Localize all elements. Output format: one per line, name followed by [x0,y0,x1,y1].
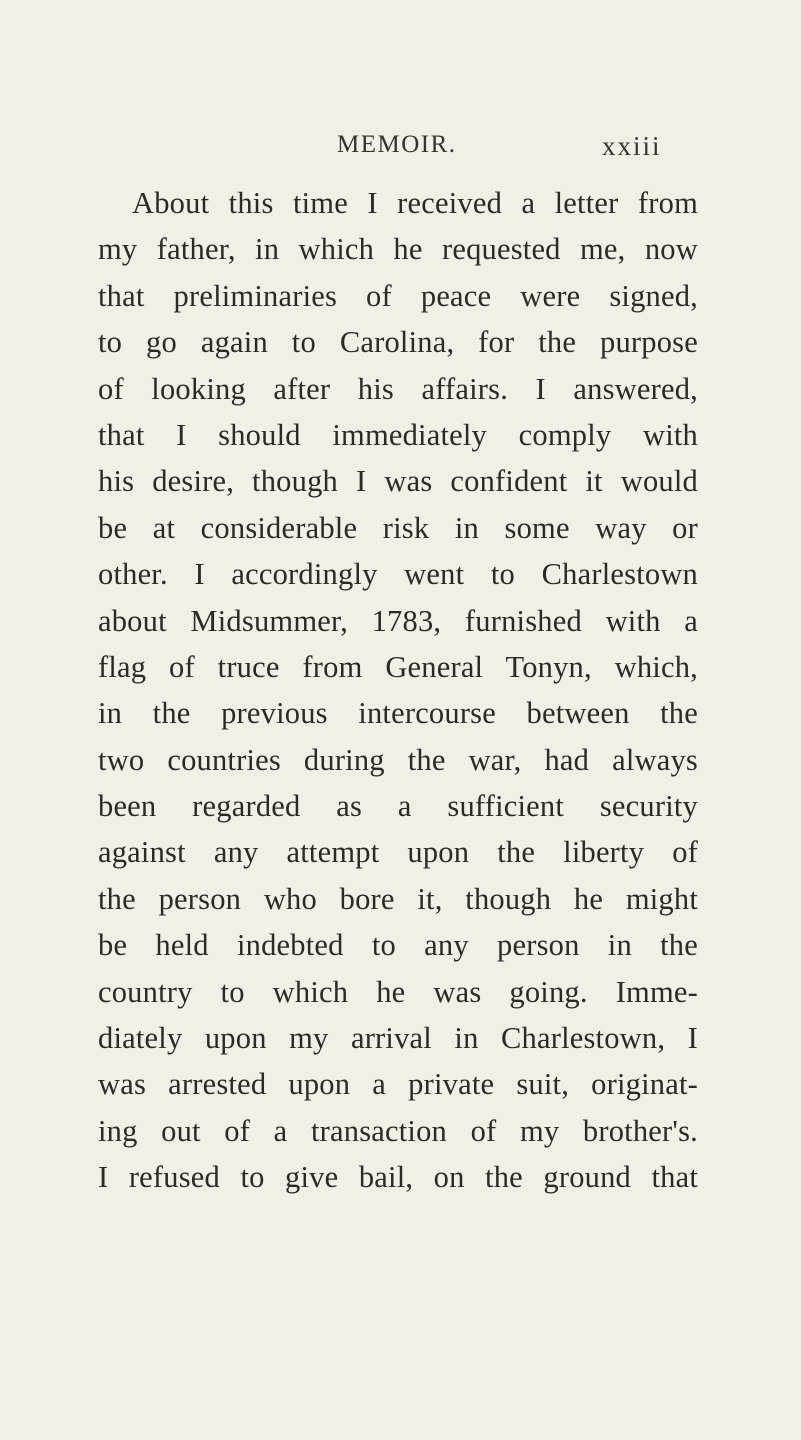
running-title: MEMOIR. [337,131,457,158]
text-line: country to which he was going. Imme- [98,974,698,1009]
text-line: that preliminaries of peace were signed, [98,278,698,313]
running-header [0,131,801,171]
text-line: my father, in which he requested me, now [98,232,698,267]
text-line: be at considerable risk in some way or [98,510,698,545]
text-line: been regarded as a sufficient security [98,789,698,824]
text-line: diately upon my arrival in Charlestown, I [98,1021,698,1056]
body-paragraph [98,180,698,1201]
text-line: was arrested upon a private suit, originat- [98,1067,698,1102]
text-line: to go again to Carolina, for the purpose [98,325,698,360]
text-line: be held indebted to any person in the [98,928,698,963]
text-line: that I should immediately comply with [98,417,698,452]
text-line: ing out of a transaction of my brother's. [98,1113,698,1148]
text-line: About this time I received a letter from [132,186,698,220]
text-line: his desire, though I was confident it would [98,464,698,499]
text-line: about Midsummer, 1783, furnished with a [98,603,698,638]
text-line: flag of truce from General Tonyn, which, [98,649,698,684]
text-line: I refused to give bail, on the ground that [98,1160,698,1195]
text-line: in the previous intercourse between the [98,696,698,731]
text-line: against any attempt upon the liberty of [98,835,698,870]
text-line: of looking after his affairs. I answered, [98,371,698,406]
page-number: xxiii [602,131,662,161]
text-line: the person who bore it, though he might [98,881,698,916]
text-line: two countries during the war, had always [98,742,698,777]
text-line: other. I accordingly went to Charlestown [98,557,698,592]
